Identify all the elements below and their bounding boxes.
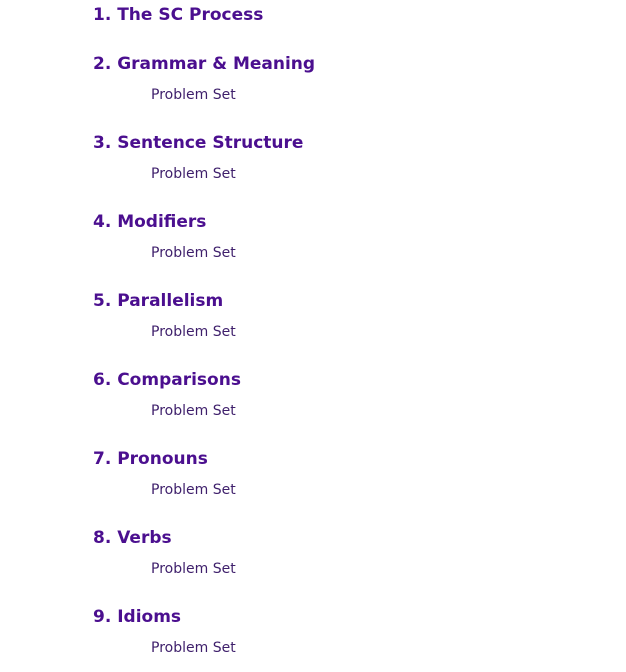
chapter-4-link[interactable]: 4. Modifiers (93, 212, 207, 232)
chapter-4-problem-set-link[interactable]: Problem Set (151, 245, 236, 261)
chapter-2-problem-set-link[interactable]: Problem Set (151, 87, 236, 103)
chapter-8-link[interactable]: 8. Verbs (93, 528, 172, 548)
chapter-3-problem-set-link[interactable]: Problem Set (151, 166, 236, 182)
chapter-7-link[interactable]: 7. Pronouns (93, 449, 208, 469)
chapter-2-link[interactable]: 2. Grammar & Meaning (93, 54, 316, 74)
chapter-1-link[interactable]: 1. The SC Process (93, 5, 264, 25)
chapter-7-problem-set-link[interactable]: Problem Set (151, 482, 236, 498)
chapter-8-problem-set-link[interactable]: Problem Set (151, 561, 236, 577)
chapter-6-problem-set-link[interactable]: Problem Set (151, 403, 236, 419)
chapter-3-link[interactable]: 3. Sentence Structure (93, 133, 304, 153)
chapter-9-problem-set-link[interactable]: Problem Set (151, 640, 236, 656)
chapter-5-link[interactable]: 5. Parallelism (93, 291, 224, 311)
chapter-5-problem-set-link[interactable]: Problem Set (151, 324, 236, 340)
chapter-9-link[interactable]: 9. Idioms (93, 607, 182, 627)
chapter-6-link[interactable]: 6. Comparisons (93, 370, 241, 390)
